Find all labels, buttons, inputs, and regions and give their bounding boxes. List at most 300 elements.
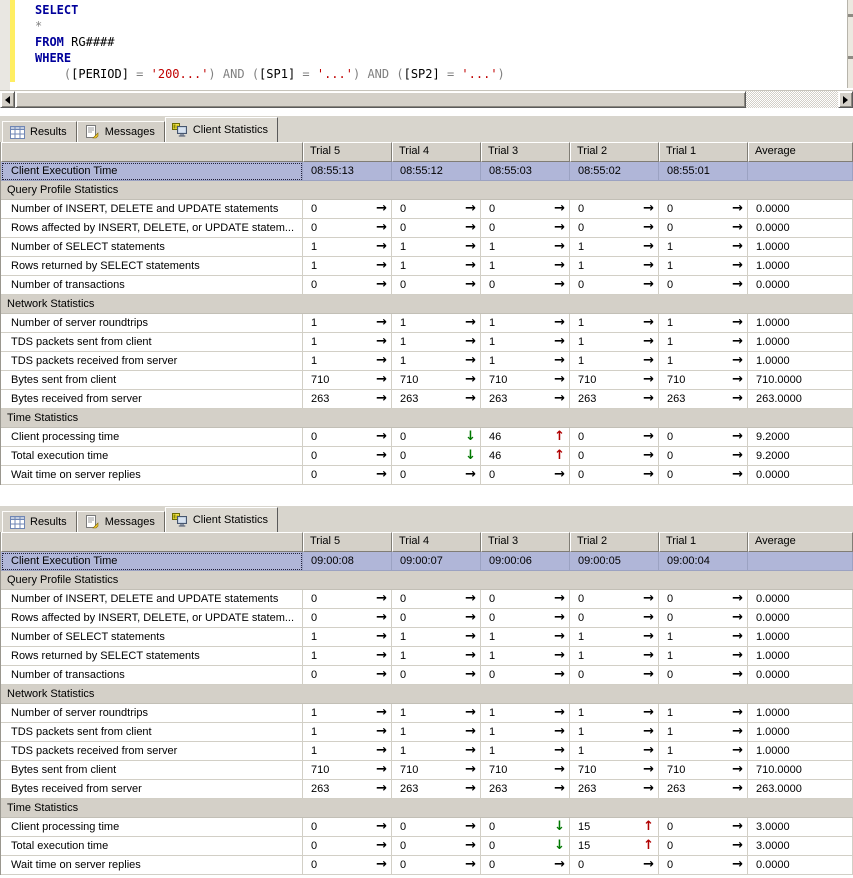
stats-row[interactable] [1, 609, 853, 628]
trial-value-cell [303, 428, 392, 447]
row-label: TDS packets received from server [1, 742, 303, 761]
trial-value-cell [303, 647, 392, 666]
trial-value-cell [570, 428, 659, 447]
row-label: TDS packets sent from client [1, 333, 303, 352]
sql-editor[interactable] [0, 0, 853, 90]
editor-selection-margin [0, 0, 10, 90]
trial-value: 0 [311, 469, 318, 481]
average-value: 0.0000 [756, 203, 790, 215]
trial-value: 0 [311, 859, 318, 871]
stats-row[interactable] [1, 333, 853, 352]
trend-same-arrow: → [465, 239, 476, 254]
trend-same-arrow: → [376, 819, 387, 834]
trial-value-cell [659, 666, 748, 685]
client-execution-time-row[interactable] [1, 162, 853, 181]
trial-value-cell [392, 200, 481, 219]
trial-value: 263 [489, 393, 508, 405]
trial-value: 1 [311, 355, 318, 367]
trial-value-cell [392, 590, 481, 609]
trend-up-arrow: ↑ [554, 429, 565, 444]
client-stats-panel-1 [0, 116, 853, 485]
trial-value: 0 [489, 469, 496, 481]
trial-value-cell [659, 647, 748, 666]
trial-value-cell [570, 352, 659, 371]
trial-value: 0 [400, 222, 407, 234]
row-label: Rows affected by INSERT, DELETE, or UPDATE statem... [1, 609, 303, 628]
trend-same-arrow: → [376, 724, 387, 739]
trend-same-arrow: → [554, 743, 565, 758]
trial-value-cell [659, 276, 748, 295]
trial-value: 263 [667, 393, 686, 405]
trial-value-cell [392, 466, 481, 485]
average-cell [748, 276, 853, 295]
row-label: Number of server roundtrips [1, 704, 303, 723]
trial-value-cell [570, 447, 659, 466]
trial-value: 0 [578, 279, 585, 291]
trial-value-cell [570, 466, 659, 485]
trial-value-cell [570, 723, 659, 742]
trial-value-cell [303, 333, 392, 352]
trend-same-arrow: → [376, 353, 387, 368]
trend-same-arrow: → [732, 762, 743, 777]
trend-same-arrow: → [554, 220, 565, 235]
trend-same-arrow: → [732, 429, 743, 444]
trend-same-arrow: → [465, 743, 476, 758]
sql-token: '...' [316, 67, 353, 81]
trial-value: 1 [400, 650, 407, 662]
trend-same-arrow: → [732, 220, 743, 235]
trend-same-arrow: → [732, 315, 743, 330]
execution-time-cell [481, 552, 570, 571]
average-value: 1.0000 [756, 631, 790, 643]
trial-value-cell [659, 761, 748, 780]
trend-same-arrow: → [554, 353, 565, 368]
sql-code[interactable] [35, 2, 845, 82]
trial-value: 1 [489, 355, 496, 367]
trend-same-arrow: → [643, 239, 654, 254]
execution-time-value: 09:00:06 [489, 555, 532, 567]
category-row [1, 295, 853, 314]
stats-row[interactable] [1, 723, 853, 742]
column-header[interactable] [1, 532, 303, 552]
trend-same-arrow: → [376, 610, 387, 625]
stats-row[interactable] [1, 447, 853, 466]
row-label: Total execution time [1, 837, 303, 856]
trial-value-cell [303, 276, 392, 295]
trend-same-arrow: → [732, 467, 743, 482]
trial-value-cell [659, 856, 748, 875]
stats-row[interactable] [1, 219, 853, 238]
trial-value-cell [659, 352, 748, 371]
average-cell [748, 666, 853, 685]
trend-same-arrow: → [465, 762, 476, 777]
stats-row[interactable] [1, 590, 853, 609]
column-header[interactable] [1, 142, 303, 162]
scrollbar-thumb[interactable] [15, 91, 746, 108]
row-label: Wait time on server replies [1, 856, 303, 875]
column-header[interactable]: Trial 5 [303, 532, 392, 552]
stats-row[interactable] [1, 704, 853, 723]
average-cell [748, 219, 853, 238]
average-cell [748, 590, 853, 609]
stats-row[interactable] [1, 390, 853, 409]
trial-value: 0 [578, 431, 585, 443]
average-cell [748, 628, 853, 647]
trial-value-cell [659, 314, 748, 333]
average-cell [748, 428, 853, 447]
trial-value: 1 [489, 726, 496, 738]
execution-time-value: 08:55:13 [311, 165, 354, 177]
scroll-left-button[interactable] [0, 91, 15, 108]
trial-value: 0 [311, 669, 318, 681]
stats-row[interactable] [1, 761, 853, 780]
trial-value-cell [481, 466, 570, 485]
trend-same-arrow: → [643, 857, 654, 872]
trend-same-arrow: → [465, 591, 476, 606]
trial-value: 710 [311, 374, 330, 386]
trend-up-arrow: ↑ [643, 838, 654, 853]
trend-same-arrow: → [376, 781, 387, 796]
stats-row[interactable] [1, 238, 853, 257]
column-header[interactable]: Average [748, 142, 853, 162]
trend-same-arrow: → [554, 857, 565, 872]
trend-same-arrow: → [643, 353, 654, 368]
average-cell [748, 162, 853, 181]
trial-value: 0 [400, 669, 407, 681]
trial-value: 710 [311, 764, 330, 776]
trial-value-cell [481, 390, 570, 409]
trend-down-arrow: ↓ [554, 838, 565, 853]
trial-value: 710 [400, 374, 419, 386]
trial-value: 0 [400, 279, 407, 291]
sql-token: '200...' [150, 67, 209, 81]
trial-value-cell [303, 704, 392, 723]
trial-value-cell [570, 314, 659, 333]
trend-same-arrow: → [465, 201, 476, 216]
trend-same-arrow: → [554, 239, 565, 254]
category-row [1, 409, 853, 428]
trial-value-cell [303, 666, 392, 685]
trial-value-cell [392, 856, 481, 875]
trial-value-cell [392, 761, 481, 780]
trial-value: 1 [311, 336, 318, 348]
stats-row[interactable] [1, 200, 853, 219]
sql-token: ) [352, 67, 361, 81]
client-execution-time-row[interactable] [1, 552, 853, 571]
column-header[interactable]: Trial 3 [481, 532, 570, 552]
trial-value: 15 [578, 821, 591, 833]
sql-token: = [128, 67, 151, 81]
trend-same-arrow: → [732, 724, 743, 739]
trial-value-cell [659, 742, 748, 761]
client-statistics-table [0, 532, 853, 875]
trial-value: 0 [667, 450, 674, 462]
trial-value: 1 [400, 336, 407, 348]
row-label: Bytes received from server [1, 780, 303, 799]
trial-value: 1 [311, 726, 318, 738]
execution-time-cell [392, 162, 481, 181]
execution-time-cell [303, 552, 392, 571]
trend-same-arrow: → [643, 762, 654, 777]
trial-value-cell [392, 723, 481, 742]
trial-value: 0 [400, 203, 407, 215]
average-cell [748, 704, 853, 723]
trial-value: 0 [489, 279, 496, 291]
average-value: 1.0000 [756, 355, 790, 367]
trial-value-cell [570, 276, 659, 295]
trial-value: 1 [311, 745, 318, 757]
trial-value: 0 [311, 431, 318, 443]
scrollbar-track[interactable] [746, 91, 838, 108]
trial-value: 1 [667, 355, 674, 367]
trend-same-arrow: → [465, 819, 476, 834]
trial-value: 263 [400, 783, 419, 795]
trend-same-arrow: → [643, 724, 654, 739]
trial-value-cell [392, 428, 481, 447]
stats-row[interactable] [1, 276, 853, 295]
category-label: Time Statistics [7, 802, 79, 814]
trial-value-cell [392, 219, 481, 238]
trend-same-arrow: → [554, 762, 565, 777]
client-stats-panel-2 [0, 506, 853, 875]
average-value: 1.0000 [756, 317, 790, 329]
trial-value-cell [392, 352, 481, 371]
trial-value: 0 [578, 469, 585, 481]
trend-same-arrow: → [376, 220, 387, 235]
execution-time-value: 09:00:08 [311, 555, 354, 567]
trial-value-cell [659, 371, 748, 390]
trial-value-cell [303, 723, 392, 742]
trial-value: 1 [400, 317, 407, 329]
stats-row[interactable] [1, 837, 853, 856]
column-header[interactable]: Trial 2 [570, 532, 659, 552]
stats-row[interactable] [1, 371, 853, 390]
trend-same-arrow: → [732, 334, 743, 349]
execution-time-cell [570, 162, 659, 181]
spacer [0, 108, 853, 116]
stats-row[interactable] [1, 818, 853, 837]
trial-value: 0 [667, 821, 674, 833]
trend-same-arrow: → [732, 391, 743, 406]
stats-row[interactable] [1, 647, 853, 666]
trend-same-arrow: → [376, 667, 387, 682]
trial-value: 0 [400, 840, 407, 852]
row-label: Bytes sent from client [1, 761, 303, 780]
stats-row[interactable] [1, 428, 853, 447]
trial-value-cell [659, 837, 748, 856]
trend-same-arrow: → [554, 591, 565, 606]
trial-value-cell [392, 238, 481, 257]
column-header[interactable]: Average [748, 532, 853, 552]
column-header[interactable]: Trial 5 [303, 142, 392, 162]
execution-time-cell [392, 552, 481, 571]
average-value: 9.2000 [756, 431, 790, 443]
trial-value: 0 [400, 469, 407, 481]
row-label: Wait time on server replies [1, 466, 303, 485]
stats-row[interactable] [1, 742, 853, 761]
execution-time-cell [659, 162, 748, 181]
trial-value: 1 [311, 260, 318, 272]
trial-value-cell [392, 390, 481, 409]
average-cell [748, 371, 853, 390]
trend-same-arrow: → [554, 724, 565, 739]
trial-value-cell [481, 428, 570, 447]
trial-value: 0 [667, 469, 674, 481]
trend-same-arrow: → [376, 239, 387, 254]
tab-results[interactable] [2, 511, 77, 532]
trial-value: 1 [400, 241, 407, 253]
trend-same-arrow: → [554, 277, 565, 292]
trend-same-arrow: → [732, 372, 743, 387]
trial-value-cell [303, 837, 392, 856]
trend-same-arrow: → [465, 467, 476, 482]
average-cell [748, 257, 853, 276]
trend-same-arrow: → [376, 277, 387, 292]
trial-value: 710 [489, 764, 508, 776]
trial-value-cell [570, 761, 659, 780]
execution-time-value: 09:00:04 [667, 555, 710, 567]
trial-value: 0 [667, 431, 674, 443]
tab-messages[interactable] [77, 511, 165, 532]
trial-value-cell [303, 628, 392, 647]
trial-value-cell [570, 704, 659, 723]
code-line [35, 50, 845, 66]
tab-results[interactable] [2, 121, 77, 142]
trial-value-cell [303, 818, 392, 837]
row-label: TDS packets sent from client [1, 723, 303, 742]
average-value: 0.0000 [756, 279, 790, 291]
column-header[interactable]: Trial 4 [392, 142, 481, 162]
messages-icon [84, 515, 100, 529]
trial-value: 1 [578, 650, 585, 662]
results-grid-icon [9, 125, 25, 139]
stats-row[interactable] [1, 314, 853, 333]
trial-value: 1 [400, 745, 407, 757]
trial-value: 710 [400, 764, 419, 776]
stats-row[interactable] [1, 257, 853, 276]
column-header[interactable]: Trial 4 [392, 532, 481, 552]
column-header[interactable]: Trial 2 [570, 142, 659, 162]
trend-same-arrow: → [376, 429, 387, 444]
trial-value-cell [481, 704, 570, 723]
trend-same-arrow: → [554, 629, 565, 644]
stats-row[interactable] [1, 628, 853, 647]
stats-row[interactable] [1, 352, 853, 371]
column-header[interactable]: Trial 1 [659, 532, 748, 552]
trial-value-cell [570, 219, 659, 238]
stats-row[interactable] [1, 666, 853, 685]
trial-value-cell [659, 257, 748, 276]
trial-value: 1 [311, 631, 318, 643]
trend-same-arrow: → [554, 705, 565, 720]
trial-value-cell [303, 371, 392, 390]
trend-same-arrow: → [376, 705, 387, 720]
average-value: 1.0000 [756, 726, 790, 738]
code-line [35, 18, 845, 34]
trial-value-cell [481, 856, 570, 875]
tab-client-statistics[interactable] [165, 507, 278, 532]
trial-value-cell [392, 780, 481, 799]
trend-same-arrow: → [376, 448, 387, 463]
average-value: 0.0000 [756, 612, 790, 624]
average-cell [748, 352, 853, 371]
average-cell [748, 447, 853, 466]
trial-value-cell [303, 447, 392, 466]
trial-value-cell [570, 818, 659, 837]
column-header[interactable]: Trial 3 [481, 142, 570, 162]
tab-messages[interactable] [77, 121, 165, 142]
trial-value-cell [659, 628, 748, 647]
trial-value-cell [659, 447, 748, 466]
trend-same-arrow: → [643, 429, 654, 444]
sql-token: ( [251, 67, 260, 81]
stats-row[interactable] [1, 780, 853, 799]
trial-value-cell [481, 723, 570, 742]
tab-client-statistics[interactable] [165, 117, 278, 142]
trial-value: 0 [489, 840, 496, 852]
trend-same-arrow: → [732, 857, 743, 872]
stats-header-row [1, 142, 853, 162]
trial-value-cell [392, 818, 481, 837]
trend-same-arrow: → [732, 743, 743, 758]
average-value: 1.0000 [756, 260, 790, 272]
trial-value: 1 [400, 631, 407, 643]
row-label: Rows returned by SELECT statements [1, 647, 303, 666]
trend-same-arrow: → [376, 258, 387, 273]
trial-value: 0 [667, 222, 674, 234]
trial-value-cell [570, 609, 659, 628]
trend-same-arrow: → [732, 591, 743, 606]
trend-same-arrow: → [465, 258, 476, 273]
execution-time-cell [481, 162, 570, 181]
average-cell [748, 723, 853, 742]
trial-value: 0 [578, 593, 585, 605]
sql-token: '...' [461, 67, 498, 81]
trial-value-cell [570, 371, 659, 390]
trend-same-arrow: → [643, 648, 654, 663]
trial-value: 1 [667, 650, 674, 662]
trial-value: 710 [578, 374, 597, 386]
average-value: 0.0000 [756, 593, 790, 605]
average-cell [748, 200, 853, 219]
category-row [1, 181, 853, 200]
trial-value: 710 [578, 764, 597, 776]
category-label: Time Statistics [7, 412, 79, 424]
trial-value: 1 [667, 631, 674, 643]
row-label: Bytes received from server [1, 390, 303, 409]
trend-same-arrow: → [465, 353, 476, 368]
trend-down-arrow: ↓ [465, 448, 476, 463]
results-tab-strip [0, 116, 853, 142]
trial-value: 0 [578, 669, 585, 681]
trend-same-arrow: → [732, 819, 743, 834]
trend-same-arrow: → [643, 201, 654, 216]
stats-row[interactable] [1, 856, 853, 875]
column-header[interactable]: Trial 1 [659, 142, 748, 162]
row-label: Number of INSERT, DELETE and UPDATE statements [1, 590, 303, 609]
trial-value-cell [659, 590, 748, 609]
trial-value-cell [481, 238, 570, 257]
stats-row[interactable] [1, 466, 853, 485]
editor-vertical-scrollbar[interactable] [847, 0, 853, 88]
scroll-right-button[interactable] [838, 91, 853, 108]
sql-token: [PERIOD] [71, 67, 129, 81]
editor-horizontal-scrollbar[interactable] [0, 90, 853, 108]
trial-value-cell [570, 837, 659, 856]
trial-value: 1 [578, 336, 585, 348]
row-label: Rows returned by SELECT statements [1, 257, 303, 276]
trial-value: 263 [667, 783, 686, 795]
